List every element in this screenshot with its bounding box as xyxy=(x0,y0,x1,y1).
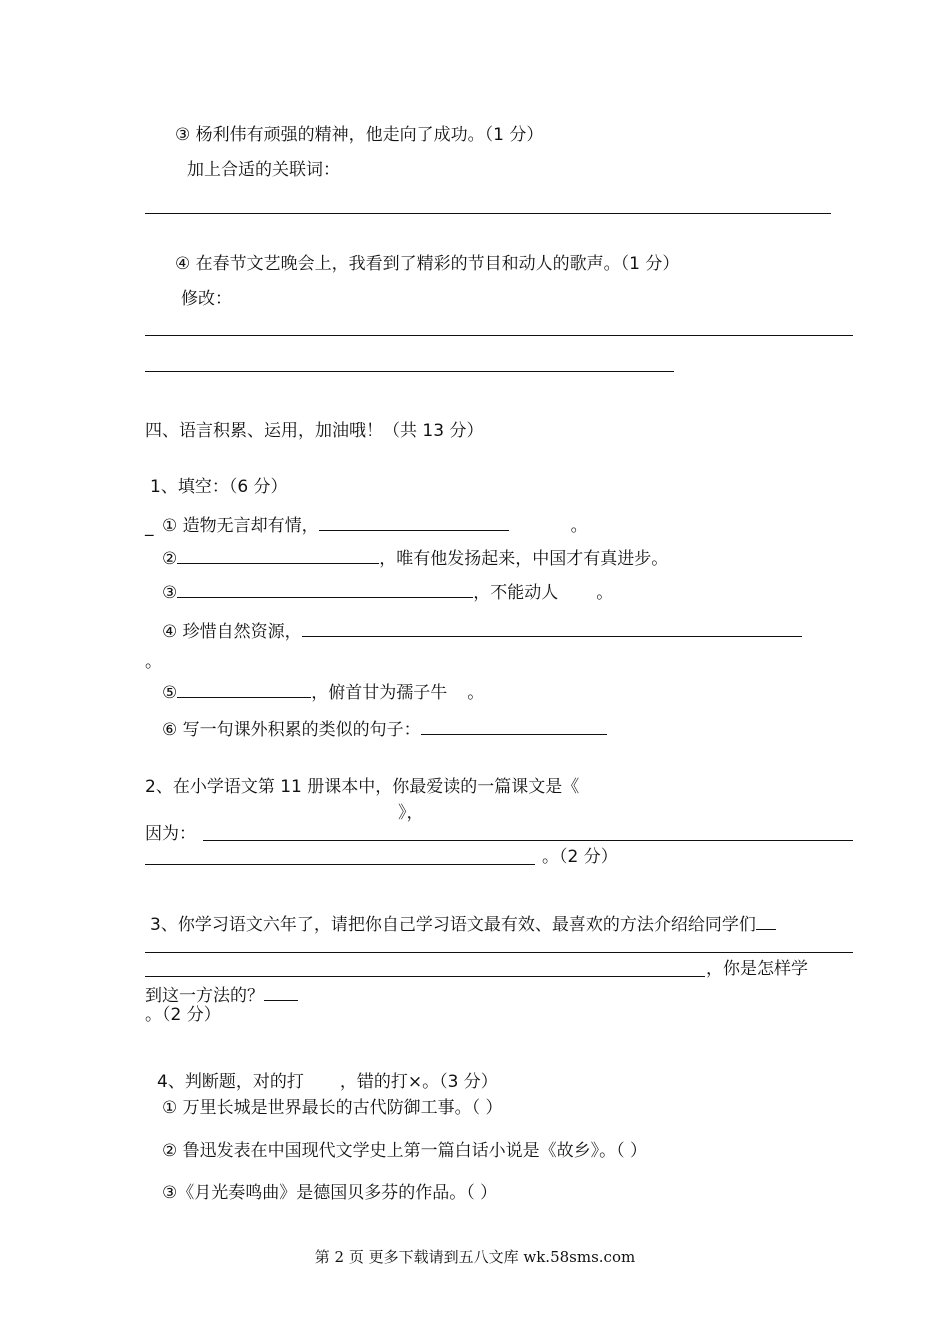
item-4-instruction: 修改： xyxy=(181,289,232,309)
item-3-instruction: 加上合适的关联词： xyxy=(187,160,340,180)
q4-title: 4、判断题，对的打 ，错的打×。（3 分） xyxy=(157,1072,498,1092)
q2-because: 因为： xyxy=(145,824,196,844)
answer-line[interactable] xyxy=(145,864,535,865)
answer-line[interactable] xyxy=(145,976,705,977)
q2-line-2: 》， xyxy=(398,803,424,823)
answer-line[interactable] xyxy=(145,371,674,372)
blank-2[interactable] xyxy=(177,547,379,564)
blank-1[interactable] xyxy=(319,514,509,531)
blank-6[interactable] xyxy=(421,718,607,735)
q1-item-4: ④ 珍惜自然资源， xyxy=(162,620,802,643)
q1-item-2: ② ，唯有他发扬起来，中国才有真进步。 xyxy=(162,549,669,569)
answer-line[interactable] xyxy=(203,840,853,841)
answer-line[interactable] xyxy=(145,952,853,953)
q2-end: 。（2 分） xyxy=(542,847,618,867)
q4-item-1: ① 万里长城是世界最长的古代防御工事。（ ） xyxy=(162,1098,503,1118)
q3-line-3-end: ，你是怎样学 xyxy=(706,959,808,979)
q2-line-1: 2、在小学语文第 11 册课本中，你最爱读的一篇课文是《 xyxy=(145,777,580,797)
q4-item-3: ③《月光奏鸣曲》是德国贝多芬的作品。（ ） xyxy=(162,1183,498,1203)
blank-5[interactable] xyxy=(177,681,311,698)
q1-item-6: ⑥ 写一句课外积累的类似的句子： xyxy=(162,718,607,741)
blank-q3-short[interactable] xyxy=(264,984,298,1001)
q1-item-3: ③ ，不能动人 。 xyxy=(162,583,614,603)
q3-line-5: 。（2 分） xyxy=(145,1005,221,1025)
answer-line[interactable] xyxy=(145,335,853,336)
section-4-heading: 四、语言积累、运用，加油哦！（共 13 分） xyxy=(145,421,484,441)
blank-4[interactable] xyxy=(302,620,802,637)
blank-3[interactable] xyxy=(177,581,473,598)
q4-item-2: ② 鲁迅发表在中国现代文学史上第一篇白话小说是《故乡》。（ ） xyxy=(162,1141,648,1161)
item-4-text: ④ 在春节文艺晚会上，我看到了精彩的节目和动人的歌声。（1 分） xyxy=(175,254,680,274)
stray-mark: _ xyxy=(145,517,154,537)
answer-line[interactable] xyxy=(145,213,831,214)
item-3-text: ③ 杨利伟有顽强的精神，他走向了成功。（1 分） xyxy=(175,125,544,145)
q1-title: 1、填空：（6 分） xyxy=(150,477,288,497)
q1-item-5: ⑤ ，俯首甘为孺子牛 。 xyxy=(162,683,485,703)
page-footer: 第 2 页 更多下载请到五八文库 wk.58sms.com xyxy=(314,1248,636,1266)
blank-q3-inline[interactable] xyxy=(756,913,776,930)
q3-line-4: 到这一方法的？ xyxy=(145,984,298,1007)
q3-line-1: 3、你学习语文六年了，请把你自己学习语文最有效、最喜欢的方法介绍给同学们 xyxy=(150,913,776,936)
q1-item-1: ① 造物无言却有情， 。 xyxy=(162,516,588,536)
q1-item-4-end: 。 xyxy=(145,652,162,672)
